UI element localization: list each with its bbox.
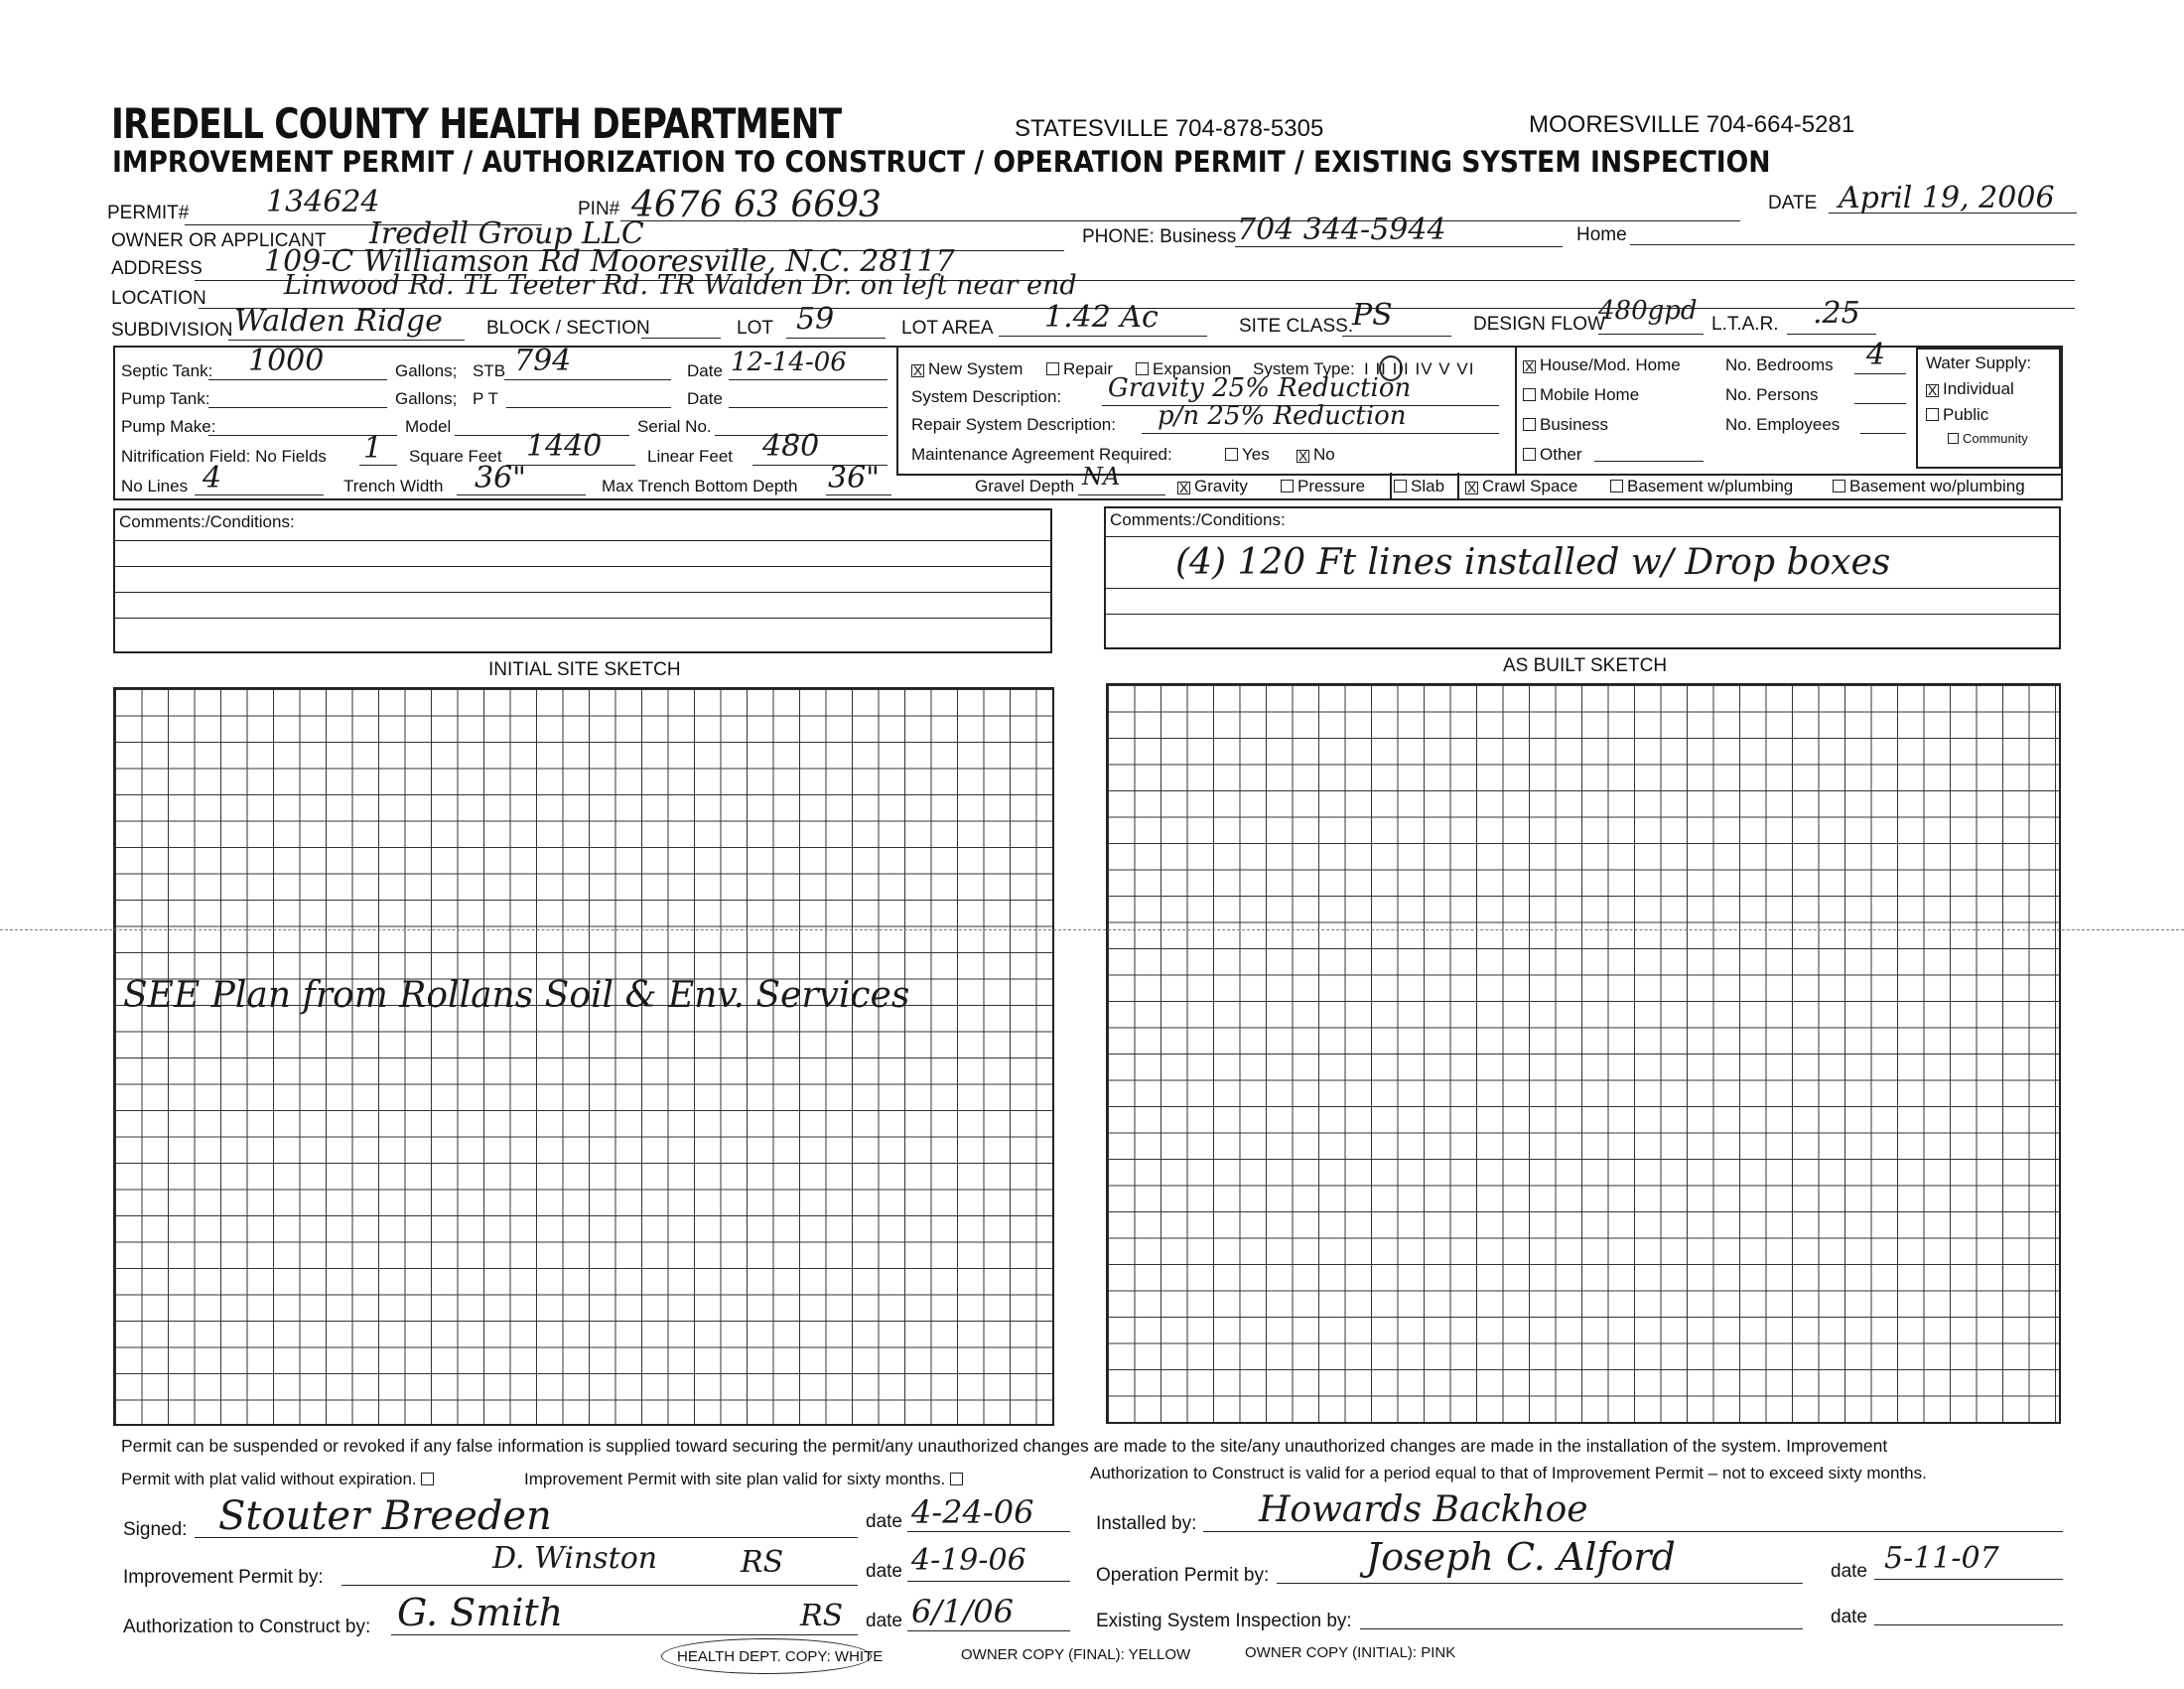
owner-copy-initial: OWNER COPY (INITIAL): PINK xyxy=(1245,1644,1456,1661)
stb-value: 794 xyxy=(514,344,572,378)
site-class-label: SITE CLASS. xyxy=(1239,316,1354,337)
home-label: Home xyxy=(1576,224,1627,245)
basement-w-plumbing-checkbox[interactable]: Basement w/plumbing xyxy=(1610,477,1793,496)
no-lines-value: 4 xyxy=(203,461,222,495)
existing-inspection-label: Existing System Inspection by: xyxy=(1096,1611,1352,1631)
community-checkbox[interactable]: Community xyxy=(1948,431,2028,446)
persons-label: No. Persons xyxy=(1725,385,1819,404)
plat-valid-notice[interactable]: Permit with plat valid without expiration. xyxy=(121,1470,438,1489)
max-trench-label: Max Trench Bottom Depth xyxy=(602,477,798,495)
existing-date-label: date xyxy=(1831,1607,1867,1627)
block-section-label: BLOCK / SECTION xyxy=(486,318,650,339)
fields-value: 1 xyxy=(363,431,383,466)
owner-copy-final: OWNER COPY (FINAL): YELLOW xyxy=(961,1646,1191,1663)
expansion-checkbox[interactable]: Expansion xyxy=(1136,359,1231,379)
atc-by-label: Authorization to Construct by: xyxy=(123,1617,371,1637)
subdivision-value: Walden Ridge xyxy=(234,304,443,339)
mobile-home-checkbox[interactable]: Mobile Home xyxy=(1523,385,1639,405)
ltar-label: L.T.A.R. xyxy=(1711,314,1779,335)
septic-tank-value: 1000 xyxy=(248,344,325,378)
atc-date-value: 6/1/06 xyxy=(911,1593,1014,1630)
site-plan-valid-notice[interactable]: Improvement Permit with site plan valid for sixty months. xyxy=(524,1470,967,1489)
permit-date: April 19, 2006 xyxy=(1839,181,2055,215)
operation-permit-label: Operation Permit by: xyxy=(1096,1565,1270,1586)
no-lines-label: No Lines xyxy=(121,477,189,495)
pin-number: 4676 63 6693 xyxy=(631,185,882,225)
operation-date-label: date xyxy=(1831,1561,1867,1582)
improvement-permit-initials: RS xyxy=(741,1545,784,1580)
phone-business-label: PHONE: Business xyxy=(1082,226,1237,247)
water-supply-label: Water Supply: xyxy=(1926,353,2032,372)
owner-label: OWNER OR APPLICANT xyxy=(111,230,327,251)
design-flow-label: DESIGN FLOW xyxy=(1473,314,1606,335)
max-trench-value: 36" xyxy=(828,461,880,495)
gravity-checkbox[interactable]: X Gravity xyxy=(1178,477,1248,495)
septic-date-value: 12-14-06 xyxy=(731,348,847,377)
repair-desc-value: p/n 25% Reduction xyxy=(1158,401,1407,431)
crawl-space-checkbox[interactable]: X Crawl Space xyxy=(1466,477,1578,495)
site-class-value: PS xyxy=(1352,298,1393,333)
linear-feet-label: Linear Feet xyxy=(647,447,733,466)
atc-signature: G. Smith xyxy=(397,1591,564,1634)
trench-width-value: 36" xyxy=(475,461,526,495)
slab-checkbox[interactable]: Slab xyxy=(1394,477,1444,496)
lot-value: 59 xyxy=(796,302,835,337)
improvement-permit-signature: D. Winston xyxy=(492,1541,658,1576)
ltar-value: .25 xyxy=(1813,296,1860,331)
septic-date-label: Date xyxy=(687,361,723,380)
gallons-label-1: Gallons; xyxy=(395,361,458,380)
repair-checkbox[interactable]: Repair xyxy=(1046,359,1113,379)
date-label: DATE xyxy=(1768,193,1818,213)
atc-initials: RS xyxy=(800,1599,844,1633)
gravel-depth-label: Gravel Depth xyxy=(975,477,1075,495)
initial-site-sketch-grid xyxy=(113,687,1054,1426)
pt-label: P T xyxy=(473,389,498,408)
nitrification-label: Nitrification Field: No Fields xyxy=(121,447,327,466)
installed-by-value: Howards Backhoe xyxy=(1259,1489,1588,1530)
address-value: 109-C Williamson Rd Mooresville, N.C. 28117 xyxy=(264,244,955,279)
asbuilt-sketch-title: AS BUILT SKETCH xyxy=(1503,655,1668,676)
maintenance-yes-checkbox[interactable]: Yes xyxy=(1225,445,1270,465)
lot-area-label: LOT AREA xyxy=(901,318,994,339)
owner-value: Iredell Group LLC xyxy=(369,216,644,251)
form-subtitle: IMPROVEMENT PERMIT / AUTHORIZATION TO CONSTRUCT / OPERATION PERMIT / EXISTING SYSTEM INSPECTION xyxy=(112,145,1771,179)
square-feet-value: 1440 xyxy=(526,429,603,464)
signed-label: Signed: xyxy=(123,1519,188,1540)
installed-by-label: Installed by: xyxy=(1096,1513,1197,1534)
signed-date-label: date xyxy=(866,1511,902,1532)
square-feet-label: Square Feet xyxy=(409,447,502,466)
pump-make-label: Pump Make: xyxy=(121,417,216,436)
maintenance-no-checkbox[interactable]: X No xyxy=(1297,445,1335,464)
gallons-label-2: Gallons; xyxy=(395,389,458,408)
pin-label: PIN# xyxy=(578,199,620,219)
pump-tank-label: Pump Tank: xyxy=(121,389,210,408)
initial-sketch-title: INITIAL SITE SKETCH xyxy=(488,659,681,680)
repair-desc-label: Repair System Description: xyxy=(911,415,1116,434)
signed-signature: Stouter Breeden xyxy=(218,1493,552,1539)
septic-tank-label: Septic Tank: xyxy=(121,361,213,380)
lot-label: LOT xyxy=(737,318,773,339)
bedrooms-value: 4 xyxy=(1866,338,1886,372)
serial-label: Serial No. xyxy=(637,417,712,436)
ip-date-value: 4-19-06 xyxy=(911,1543,1026,1578)
operation-permit-signature: Joseph C. Alford xyxy=(1366,1535,1676,1579)
location-value: Linwood Rd. TL Teeter Rd. TR Walden Dr. on left near end xyxy=(284,270,1077,301)
initial-sketch-note: SEE Plan from Rollans Soil & Env. Services xyxy=(123,975,910,1016)
new-system-checkbox[interactable]: X New System xyxy=(912,359,1024,378)
house-checkbox[interactable]: X House/Mod. Home xyxy=(1524,355,1681,374)
system-desc-value: Gravity 25% Reduction xyxy=(1108,373,1412,403)
mooresville-phone: MOORESVILLE 704-664-5281 xyxy=(1529,111,1855,138)
pump-date-label: Date xyxy=(687,389,723,408)
model-label: Model xyxy=(405,417,452,436)
left-comments-label: Comments:/Conditions: xyxy=(119,512,295,531)
employees-label: No. Employees xyxy=(1725,415,1841,434)
permit-number: 134624 xyxy=(266,185,380,219)
basement-wo-plumbing-checkbox[interactable]: Basement wo/plumbing xyxy=(1833,477,2025,496)
subdivision-label: SUBDIVISION xyxy=(111,320,233,341)
health-dept-copy: HEALTH DEPT. COPY: WHITE xyxy=(677,1648,884,1665)
right-comments-text: (4) 120 Ft lines installed w/ Drop boxes xyxy=(1175,542,1891,583)
gravel-depth-value: NA xyxy=(1082,463,1121,491)
lot-area-value: 1.42 Ac xyxy=(1044,300,1159,335)
business-checkbox[interactable]: Business xyxy=(1523,415,1608,435)
scan-fold-line xyxy=(0,929,2184,930)
department-title: IREDELL COUNTY HEALTH DEPARTMENT xyxy=(111,99,842,148)
operation-date-value: 5-11-07 xyxy=(1884,1541,1999,1576)
stb-label: STB xyxy=(473,361,506,380)
other-checkbox[interactable]: Other xyxy=(1523,445,1582,465)
trench-width-label: Trench Width xyxy=(343,477,444,495)
improvement-permit-by-label: Improvement Permit by: xyxy=(123,1567,324,1588)
atc-date-label: date xyxy=(866,1611,902,1631)
pressure-checkbox[interactable]: Pressure xyxy=(1281,477,1365,496)
maintenance-label: Maintenance Agreement Required: xyxy=(911,445,1172,464)
permit-notice: Permit can be suspended or revoked if any false information is supplied toward securing the permit/any unauthorized changes are made to the site/any unauthorized changes are made in the installation of the system. Improvement xyxy=(121,1436,1888,1456)
address-label: ADDRESS xyxy=(111,258,203,279)
location-label: LOCATION xyxy=(111,288,206,309)
statesville-phone: STATESVILLE 704-878-5305 xyxy=(1015,115,1324,142)
individual-checkbox[interactable]: X Individual xyxy=(1927,379,2014,398)
phone-business-value: 704 344-5944 xyxy=(1237,212,1446,247)
signed-date-value: 4-24-06 xyxy=(911,1493,1034,1531)
system-type-label: System Type: xyxy=(1253,359,1355,378)
design-flow-value: 480gpd xyxy=(1598,296,1698,326)
ip-date-label: date xyxy=(866,1561,902,1582)
permit-label: PERMIT# xyxy=(107,203,190,223)
as-built-sketch-grid xyxy=(1106,683,2061,1424)
public-checkbox[interactable]: Public xyxy=(1926,405,1988,425)
system-type-options[interactable]: I II III IV V VI xyxy=(1364,359,1475,378)
system-desc-label: System Description: xyxy=(911,387,1062,406)
right-comments-label: Comments:/Conditions: xyxy=(1110,510,1286,529)
atc-valid-notice: Authorization to Construct is valid for a period equal to that of Improvement Permit – not to exceed sixty months. xyxy=(1090,1464,1927,1482)
linear-feet-value: 480 xyxy=(762,429,820,464)
bedrooms-label: No. Bedrooms xyxy=(1725,355,1834,374)
